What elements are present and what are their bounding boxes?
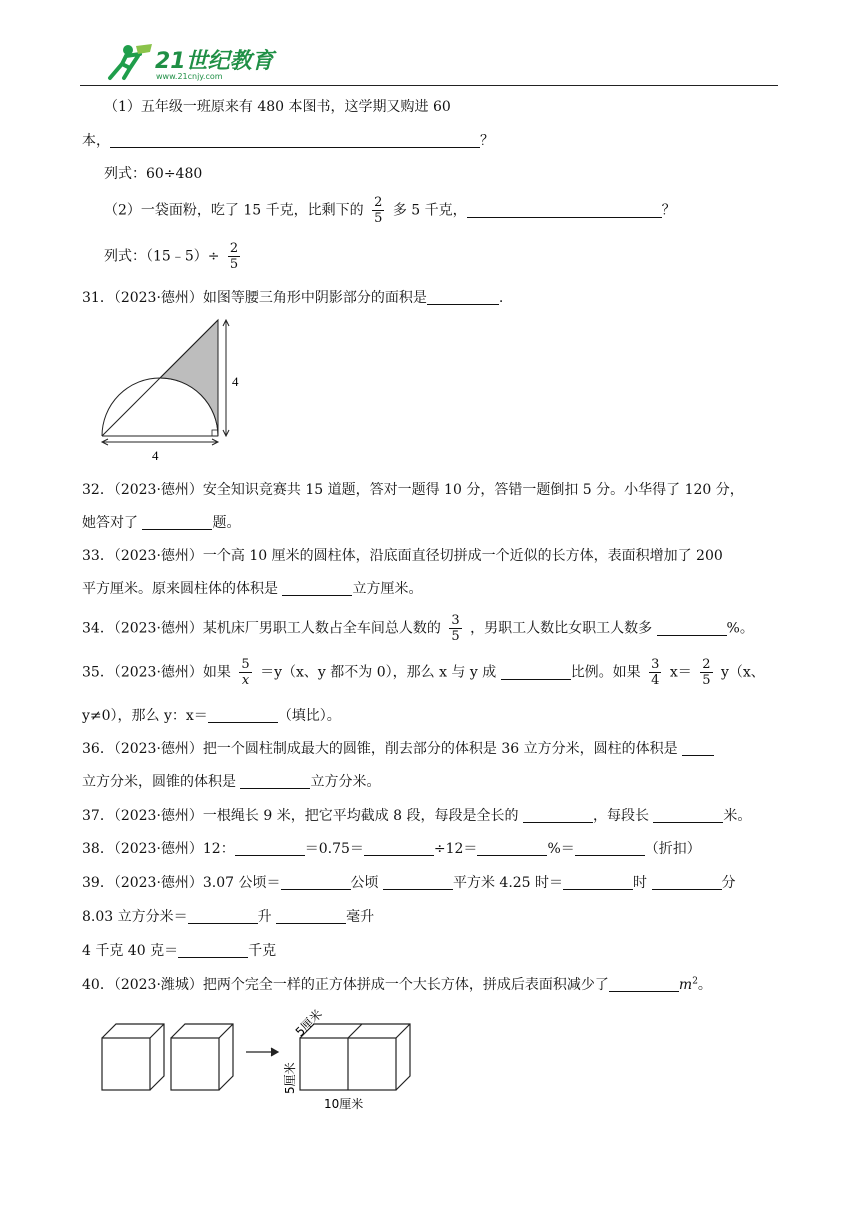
answer-blank[interactable]	[609, 977, 679, 992]
fraction: $\frac{2}{5}$	[702, 657, 711, 688]
fraction: $\frac{3}{4}$	[651, 657, 660, 688]
q36-line1: 36．（2023·德州）把一个圆柱制成最大的圆锥，削去部分的体积是 36 立方分米，圆柱的体积是	[82, 738, 714, 758]
q38-line: 38．（2023·德州）12： ＝0.75＝ ÷12＝ %＝ （折扣）	[82, 841, 701, 857]
answer-blank[interactable]	[235, 841, 305, 856]
answer-blank[interactable]	[575, 841, 645, 856]
answer-blank[interactable]	[682, 741, 714, 756]
answer-blank[interactable]	[652, 875, 722, 890]
q40-line: 40．（2023·潍城）把两个完全一样的正方体拼成一个大长方体，拼成后表面积减少了 $m^2$。	[82, 976, 712, 993]
shaded-region	[160, 320, 218, 436]
answer-blank[interactable]	[142, 515, 212, 530]
top-dimension-label: 5厘米	[292, 1006, 325, 1040]
answer-blank[interactable]	[427, 290, 499, 305]
q31-text: 31．（2023·德州）如图等腰三角形中阴影部分的面积是 .	[82, 290, 504, 306]
answer-blank[interactable]	[110, 133, 480, 148]
q30-p1-formula: 列式：60÷480	[104, 166, 203, 182]
bottom-dimension-label: 10厘米	[324, 1097, 364, 1111]
site-logo	[100, 42, 300, 82]
fraction: $\frac{3}{5}$	[451, 613, 460, 644]
logo-url: www.21cnjy.com	[156, 72, 223, 81]
q39-line2: 8.03 立方分米＝ 升 毫升	[82, 909, 375, 925]
q34-line: 34．（2023·德州）某机床厂男职工人数占全车间总人数的 $\frac{3}{5}$ ，男职工人数比女职工人数多 %。	[82, 613, 754, 644]
answer-blank[interactable]	[563, 875, 633, 890]
answer-blank[interactable]	[653, 808, 723, 823]
answer-blank[interactable]	[240, 774, 310, 789]
answer-blank[interactable]	[276, 909, 346, 924]
side-dimension-label: 5厘米	[283, 1062, 297, 1094]
q30-p2-formula: 列式：（15﹣5）÷ $\frac{2}{5}$	[104, 241, 239, 272]
header-rule	[80, 85, 778, 86]
q39-line1: 39．（2023·德州）3.07 公顷＝ 公顷 平方米 4.25 时＝ 时 分	[82, 875, 736, 891]
height-label: 4	[232, 374, 239, 389]
answer-blank[interactable]	[501, 665, 571, 680]
q32-line1: 32．（2023·德州）安全知识竞赛共 15 道题，答对一题得 10 分，答错一题倒扣 5 分。小华得了 120 分，	[82, 482, 744, 498]
answer-blank[interactable]	[208, 708, 278, 723]
q31-figure	[96, 314, 256, 466]
answer-blank[interactable]	[657, 621, 727, 636]
answer-blank[interactable]	[188, 909, 258, 924]
answer-blank[interactable]	[467, 203, 662, 218]
q36-line2: 立方分米，圆锥的体积是 立方分米。	[82, 774, 381, 790]
q35-line2: y≠0），那么 y：x＝ （填比）。	[82, 708, 341, 724]
answer-blank[interactable]	[383, 875, 453, 890]
q37-line: 37．（2023·德州）一根绳长 9 米，把它平均截成 8 段，每段是全长的 ，每段长 米。	[82, 808, 752, 824]
q32-line2: 她答对了 题。	[82, 515, 241, 531]
answer-blank[interactable]	[523, 808, 593, 823]
fraction: $\frac{5}{x}$	[241, 657, 250, 688]
q39-line3: 4 千克 40 克＝ 千克	[82, 943, 277, 959]
runner-icon	[110, 44, 152, 78]
logo-brand: 21世纪教育	[155, 49, 274, 74]
q30-p2-line: （2）一袋面粉，吃了 15 千克，比剩下的 $\frac{2}{5}$ 多 5 千克， ？	[104, 195, 676, 226]
q33-line1: 33．（2023·德州）一个高 10 厘米的圆柱体，沿底面直径切拼成一个近似的长方体，表面积增加了 200	[82, 548, 723, 564]
q30-p1-line1: （1）五年级一班原来有 480 本图书，这学期又购进 60	[104, 99, 451, 115]
answer-blank[interactable]	[477, 841, 547, 856]
q35-line1: 35．（2023·德州）如果 $\frac{5}{x}$ ＝y（x、y 都不为 0），那么 x 与 y 成 比例。如果 $\frac{3}{4}$ x＝ $\frac{2}{5}$ y（x、	[82, 657, 765, 688]
fraction: $\frac{2}{5}$	[374, 195, 383, 226]
answer-blank[interactable]	[178, 943, 248, 958]
answer-blank[interactable]	[364, 841, 434, 856]
answer-blank[interactable]	[281, 875, 351, 890]
q40-figure	[96, 1000, 416, 1112]
q30-p1-line2: 本， ？	[82, 133, 494, 149]
q33-line2: 平方厘米。原来圆柱体的体积是 立方厘米。	[82, 581, 423, 597]
base-label: 4	[152, 448, 159, 463]
fraction: $\frac{2}{5}$	[229, 241, 239, 272]
answer-blank[interactable]	[282, 581, 352, 596]
